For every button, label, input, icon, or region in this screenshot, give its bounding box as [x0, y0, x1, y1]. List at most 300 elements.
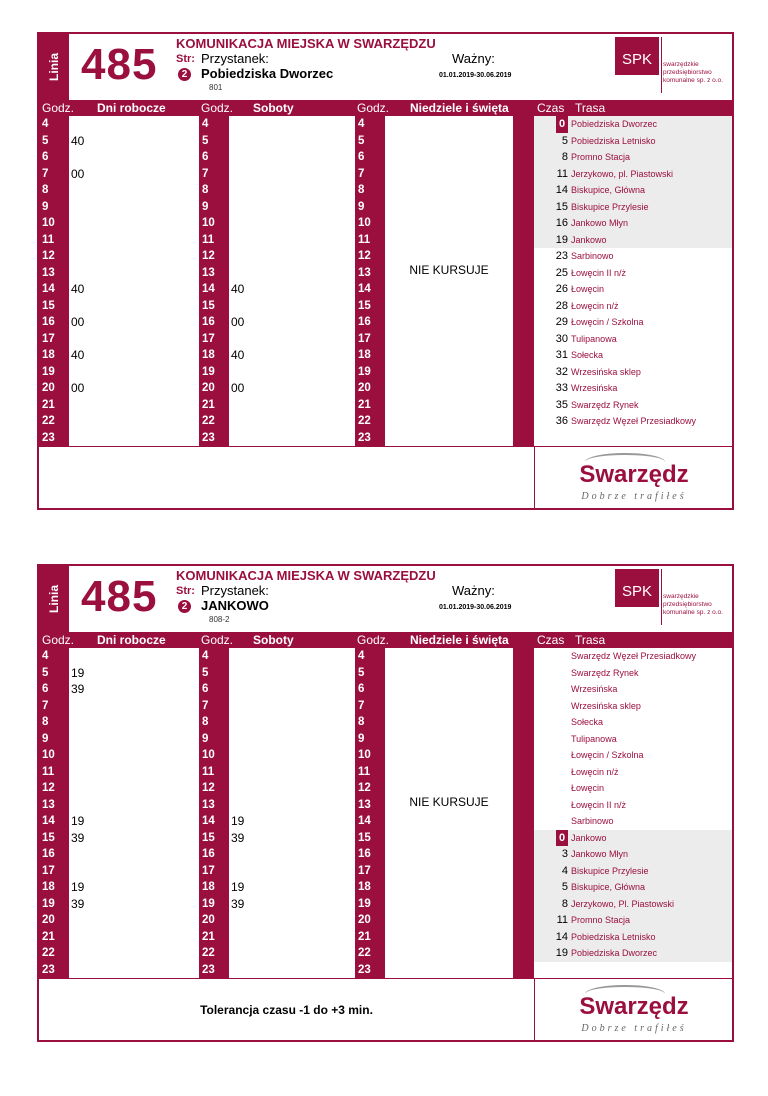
minutes-cell — [229, 265, 355, 282]
minutes-cell — [385, 731, 513, 748]
hour-cell: 18 — [42, 881, 55, 893]
hour-cell: 11 — [202, 233, 215, 246]
hour-cell: 13 — [358, 798, 371, 811]
route-stop — [534, 133, 732, 150]
minutes-cell — [229, 397, 355, 414]
minutes-cell — [69, 248, 199, 265]
hours-sundays — [355, 116, 385, 446]
col-weekdays: Dni robocze — [97, 101, 166, 115]
hour-cell: 16 — [202, 316, 215, 328]
minutes-cell: 19 — [71, 814, 85, 828]
route-stop-name: Łowęcin — [571, 783, 605, 793]
route-stop-name: Sołecka — [571, 350, 604, 360]
col-hour-sundays: Godz. — [357, 633, 390, 647]
route-stop-name: Łowęcin / Szkolna — [571, 750, 644, 760]
col-sundays: Niedziele i święta — [410, 633, 509, 647]
route-stop-name: Swarzędz Węzeł Przesiadkowy — [571, 416, 697, 426]
hour-cell: 16 — [202, 848, 215, 860]
spk-logo — [615, 569, 725, 625]
hour-cell: 11 — [358, 233, 371, 246]
minutes-cell — [229, 232, 355, 249]
minutes-cell — [385, 929, 513, 946]
hour-cell: 23 — [42, 431, 55, 444]
side-label: Str: — [176, 585, 195, 597]
minutes-cell — [229, 364, 355, 381]
hour-cell: 4 — [202, 118, 209, 130]
hours-saturdays — [199, 116, 229, 446]
minutes-cell — [385, 430, 513, 447]
side-badge: 2 — [178, 600, 191, 613]
route-stop — [534, 166, 732, 183]
route-stop-name: Biskupice, Główna — [571, 185, 646, 195]
minutes-cell — [385, 281, 513, 298]
minutes-cell — [69, 945, 199, 962]
hour-cell: 9 — [358, 732, 365, 745]
route-stop-name: Biskupice Przylesie — [571, 201, 649, 212]
hour-cell: 14 — [42, 815, 55, 827]
hour-cell: 21 — [202, 398, 215, 411]
route-stop — [534, 397, 732, 414]
minutes-cell — [69, 764, 199, 781]
route-stop-name: Wrzesińska — [571, 684, 618, 694]
minutes-cell — [69, 714, 199, 731]
minutes-cell: 19 — [71, 665, 85, 680]
hour-cell: 12 — [42, 782, 55, 794]
route-stop — [534, 648, 732, 665]
hour-cell: 15 — [202, 299, 215, 312]
route-stop-name: Jerzykowo, Pl. Piastowski — [571, 898, 675, 909]
hour-cell: 8 — [358, 716, 365, 728]
minutes-saturdays — [229, 116, 355, 446]
route-stop — [534, 248, 732, 265]
route-stop — [534, 830, 732, 847]
stop-code: 808-2 — [209, 615, 230, 624]
minutes-cell — [69, 747, 199, 764]
hour-cell: 22 — [42, 947, 55, 959]
hours-saturdays — [199, 648, 229, 978]
route-stop-time: 19 — [555, 233, 568, 246]
route-stop-name: Tulipanowa — [571, 333, 617, 344]
minutes-cell — [229, 731, 355, 748]
minutes-cell — [229, 962, 355, 979]
route-stop — [534, 232, 732, 249]
minutes-cell — [69, 929, 199, 946]
minutes-cell — [69, 232, 199, 249]
minutes-cell — [229, 764, 355, 781]
hour-cell: 15 — [42, 299, 55, 312]
minutes-weekdays — [69, 116, 199, 446]
minutes-cell — [385, 912, 513, 929]
hour-cell: 10 — [42, 217, 55, 229]
minutes-cell — [385, 863, 513, 880]
minutes-cell — [385, 116, 513, 133]
route-stop-time: 0 — [556, 116, 568, 133]
hour-cell: 6 — [358, 683, 365, 695]
hour-cell: 9 — [42, 732, 49, 745]
minutes-cell — [69, 780, 199, 797]
hour-cell: 17 — [42, 864, 55, 877]
hour-cell: 22 — [358, 415, 371, 427]
minutes-cell — [229, 747, 355, 764]
route-stop-name: Swarzędz Rynek — [571, 399, 639, 410]
route-stop-time: 36 — [555, 415, 568, 427]
hour-cell: 14 — [358, 815, 371, 827]
company-name: KOMUNIKACJA MIEJSKA W SWARZĘDZU — [176, 568, 436, 583]
minutes-cell — [69, 846, 199, 863]
footer — [39, 446, 534, 509]
route-stop — [534, 879, 732, 896]
hour-cell: 19 — [202, 897, 215, 910]
minutes-saturdays — [229, 648, 355, 978]
minutes-cell: 39 — [71, 682, 85, 696]
route-stop-time: 5 — [561, 881, 568, 893]
hour-cell: 12 — [202, 782, 215, 794]
minutes-cell — [69, 331, 199, 348]
hour-cell: 10 — [202, 749, 215, 761]
minutes-cell — [229, 846, 355, 863]
logo-divider — [661, 37, 662, 93]
hour-cell: 15 — [202, 831, 215, 844]
spk-logo-box: SPK — [615, 37, 659, 75]
route-stop — [534, 813, 732, 830]
hour-cell: 8 — [358, 184, 365, 196]
minutes-cell — [385, 747, 513, 764]
route-stop-time: 14 — [555, 930, 568, 943]
stop-name: Pobiedziska Dworzec — [201, 66, 334, 81]
hour-cell: 20 — [202, 382, 215, 394]
spk-logo-box: SPK — [615, 569, 659, 607]
minutes-cell: 19 — [231, 880, 245, 894]
minutes-cell — [229, 298, 355, 315]
swarzedz-brand — [534, 446, 732, 508]
hour-cell: 11 — [42, 233, 55, 246]
minutes-cell — [229, 863, 355, 880]
hour-cell: 7 — [358, 699, 365, 712]
minutes-cell — [69, 199, 199, 216]
minutes-cell — [385, 347, 513, 364]
route-stop-time: 28 — [555, 299, 568, 312]
route-stop — [534, 182, 732, 199]
route-stop-time: 31 — [555, 349, 568, 361]
hour-cell: 10 — [358, 749, 371, 761]
minutes-cell — [385, 215, 513, 232]
valid-label: Ważny: — [452, 51, 495, 66]
minutes-cell: 19 — [231, 814, 245, 828]
route-stop-time: 15 — [555, 200, 568, 213]
hour-cell: 19 — [42, 365, 55, 378]
minutes-cell — [229, 698, 355, 715]
route-stop — [534, 331, 732, 348]
minutes-cell — [229, 149, 355, 166]
hour-cell: 21 — [202, 930, 215, 943]
hour-cell: 21 — [42, 930, 55, 943]
minutes-cell — [229, 182, 355, 199]
col-hour-saturdays: Godz. — [201, 101, 234, 115]
hour-cell: 18 — [358, 349, 371, 361]
route-stop — [534, 747, 732, 764]
hour-cell: 5 — [202, 134, 209, 147]
hour-cell: 16 — [42, 848, 55, 860]
minutes-cell — [385, 962, 513, 979]
timetable-header — [39, 566, 732, 632]
minutes-cell: 39 — [231, 896, 245, 911]
hour-cell: 18 — [202, 349, 215, 361]
column-headers — [39, 100, 732, 116]
hour-cell: 17 — [358, 864, 371, 877]
company-name: KOMUNIKACJA MIEJSKA W SWARZĘDZU — [176, 36, 436, 51]
hour-cell: 20 — [202, 914, 215, 926]
route-stop-time: 8 — [561, 897, 568, 910]
route-stop-time: 4 — [561, 864, 568, 877]
minutes-cell — [69, 430, 199, 447]
minutes-cell — [229, 780, 355, 797]
minutes-cell: 00 — [71, 315, 85, 329]
minutes-cell — [385, 764, 513, 781]
minutes-cell — [385, 397, 513, 414]
hour-cell: 7 — [42, 167, 49, 180]
minutes-cell — [69, 149, 199, 166]
hour-cell: 11 — [202, 765, 215, 778]
col-time: Czas — [537, 633, 565, 647]
spk-logo — [615, 37, 725, 93]
route-stop-name: Sarbinowo — [571, 816, 614, 826]
swarzedz-brand — [534, 978, 732, 1040]
hour-cell: 5 — [42, 666, 49, 679]
route-stop-name: Łowęcin II n/ż — [571, 799, 627, 810]
minutes-cell — [69, 912, 199, 929]
route-stop — [534, 347, 732, 364]
stop-code: 801 — [209, 83, 223, 92]
route-stop — [534, 698, 732, 715]
hour-cell: 6 — [202, 151, 209, 163]
minutes-sundays — [385, 116, 513, 446]
route-stop-time: 33 — [555, 382, 568, 394]
hour-cell: 23 — [42, 963, 55, 976]
minutes-cell — [385, 182, 513, 199]
route-stop-time: 35 — [555, 398, 568, 411]
hour-cell: 4 — [42, 118, 49, 130]
hour-cell: 19 — [358, 897, 371, 910]
minutes-cell — [229, 331, 355, 348]
minutes-weekdays — [69, 648, 199, 978]
side-label: Str: — [176, 53, 195, 65]
column-separator — [513, 116, 534, 446]
hour-cell: 7 — [202, 699, 209, 712]
minutes-cell — [385, 681, 513, 698]
timetable-card-2 — [37, 564, 734, 1042]
minutes-cell — [69, 797, 199, 814]
hours-weekdays — [39, 116, 69, 446]
hour-cell: 20 — [358, 914, 371, 926]
minutes-cell — [69, 731, 199, 748]
route-stop — [534, 912, 732, 929]
minutes-cell — [385, 896, 513, 913]
hour-cell: 10 — [202, 217, 215, 229]
brand-slogan: Dobrze trafiłeś — [581, 491, 687, 502]
route-stop — [534, 797, 732, 814]
col-saturdays: Soboty — [253, 101, 294, 115]
hour-cell: 22 — [202, 947, 215, 959]
hour-cell: 12 — [202, 250, 215, 262]
route-stop-time: 8 — [561, 151, 568, 163]
brand-slogan: Dobrze trafiłeś — [581, 1023, 687, 1034]
line-number: 485 — [81, 572, 158, 621]
column-separator — [513, 648, 534, 978]
hour-cell: 15 — [358, 831, 371, 844]
minutes-cell — [385, 314, 513, 331]
minutes-cell — [385, 879, 513, 896]
route-stop-name: Wrzesińska sklep — [571, 366, 641, 377]
route-stop-name: Łowęcin n/ż — [571, 300, 619, 311]
minutes-cell — [229, 199, 355, 216]
route-stop-time: 25 — [555, 266, 568, 279]
line-number: 485 — [81, 40, 158, 89]
timetable-header — [39, 34, 732, 100]
route-stop-time: 32 — [555, 365, 568, 378]
route-stop-name: Sołecka — [571, 717, 604, 727]
hour-cell: 6 — [42, 151, 49, 163]
hour-cell: 20 — [42, 914, 55, 926]
route-stop-name: Pobiedziska Letnisko — [571, 931, 656, 942]
hour-cell: 19 — [42, 897, 55, 910]
minutes-cell: 00 — [71, 166, 85, 181]
hour-cell: 7 — [42, 699, 49, 712]
route-stop — [534, 298, 732, 315]
route-stop-time: 3 — [561, 848, 568, 860]
route-stop-time: 11 — [556, 167, 568, 180]
route-stop — [534, 314, 732, 331]
minutes-cell — [69, 182, 199, 199]
minutes-cell — [385, 945, 513, 962]
footer — [39, 978, 534, 1041]
sunday-no-service: NIE KURSUJE — [409, 263, 489, 277]
minutes-cell: 40 — [71, 133, 85, 148]
minutes-cell — [69, 298, 199, 315]
hour-cell: 20 — [358, 382, 371, 394]
hour-cell: 4 — [42, 650, 49, 662]
minutes-cell — [229, 648, 355, 665]
minutes-sundays — [385, 648, 513, 978]
route-stop — [534, 896, 732, 913]
hour-cell: 14 — [202, 283, 215, 295]
route-stop — [534, 265, 732, 282]
minutes-cell — [69, 265, 199, 282]
route-stop — [534, 116, 732, 133]
minutes-cell — [229, 797, 355, 814]
hour-cell: 8 — [42, 716, 49, 728]
route-stop-name: Jankowo — [571, 234, 607, 245]
route-stop — [534, 714, 732, 731]
hour-cell: 18 — [42, 349, 55, 361]
hour-cell: 14 — [42, 283, 55, 295]
hour-cell: 21 — [358, 398, 371, 411]
hour-cell: 15 — [358, 299, 371, 312]
hour-cell: 14 — [202, 815, 215, 827]
hour-cell: 23 — [358, 963, 371, 976]
minutes-cell: 40 — [71, 348, 85, 362]
minutes-cell — [385, 232, 513, 249]
spk-logo-text: swarzędzkie przedsiębiorstwo komunalne sp. z o.o. — [663, 593, 723, 616]
minutes-cell — [385, 133, 513, 150]
stop-label: Przystanek: — [201, 51, 269, 66]
minutes-cell — [69, 116, 199, 133]
route-stop — [534, 364, 732, 381]
route-stop-name: Wrzesińska — [571, 383, 618, 393]
stop-label: Przystanek: — [201, 583, 269, 598]
route-stop — [534, 149, 732, 166]
hour-cell: 18 — [202, 881, 215, 893]
route-stop — [534, 731, 732, 748]
minutes-cell: 39 — [231, 830, 245, 845]
minutes-cell — [385, 331, 513, 348]
hour-cell: 22 — [42, 415, 55, 427]
hours-weekdays — [39, 648, 69, 978]
hour-cell: 9 — [202, 732, 209, 745]
route-stop-name: Promno Stacja — [571, 915, 631, 925]
col-hour-weekdays: Godz. — [42, 633, 75, 647]
hour-cell: 14 — [358, 283, 371, 295]
hour-cell: 7 — [358, 167, 365, 180]
minutes-cell: 00 — [231, 315, 245, 329]
line-label-strip — [39, 566, 69, 632]
hour-cell: 22 — [358, 947, 371, 959]
minutes-cell — [385, 830, 513, 847]
route-stop-time: 29 — [555, 316, 568, 328]
minutes-cell — [69, 413, 199, 430]
route-stop-name: Jerzykowo, pl. Piastowski — [571, 168, 674, 179]
hours-sundays — [355, 648, 385, 978]
route-stop — [534, 199, 732, 216]
hour-cell: 15 — [42, 831, 55, 844]
hour-cell: 19 — [358, 365, 371, 378]
route-stop-name: Jankowo Młyn — [571, 849, 629, 859]
hour-cell: 6 — [202, 683, 209, 695]
side-badge: 2 — [178, 68, 191, 81]
route-list — [534, 116, 732, 446]
route-stop-time: 30 — [555, 332, 568, 345]
hour-cell: 10 — [358, 217, 371, 229]
hour-cell: 6 — [42, 683, 49, 695]
hour-cell: 8 — [202, 184, 209, 196]
hour-cell: 11 — [358, 765, 371, 778]
route-stop-name: Swarzędz Rynek — [571, 667, 639, 678]
route-stop-name: Pobiedziska Dworzec — [571, 119, 658, 129]
line-label: Linia — [47, 52, 61, 82]
timetable-card-1 — [37, 32, 734, 510]
line-label: Linia — [47, 584, 61, 614]
col-route: Trasa — [575, 101, 606, 115]
valid-dates: 01.01.2019-30.06.2019 — [439, 72, 512, 79]
hour-cell: 20 — [42, 382, 55, 394]
col-weekdays: Dni robocze — [97, 633, 166, 647]
minutes-cell: 00 — [231, 381, 245, 395]
route-stop — [534, 846, 732, 863]
route-stop — [534, 380, 732, 397]
hour-cell: 12 — [358, 250, 371, 262]
hour-cell: 18 — [358, 881, 371, 893]
route-stop-name: Pobiedziska Letnisko — [571, 135, 656, 146]
minutes-cell: 40 — [71, 282, 85, 296]
route-stop-time: 5 — [561, 134, 568, 147]
hour-cell: 16 — [358, 848, 371, 860]
hour-cell: 23 — [202, 963, 215, 976]
minutes-cell — [229, 714, 355, 731]
route-stop-name: Swarzędz Węzeł Przesiadkowy — [571, 651, 697, 661]
hour-cell: 13 — [202, 798, 215, 811]
route-list — [534, 648, 732, 978]
minutes-cell — [229, 929, 355, 946]
col-hour-weekdays: Godz. — [42, 101, 75, 115]
